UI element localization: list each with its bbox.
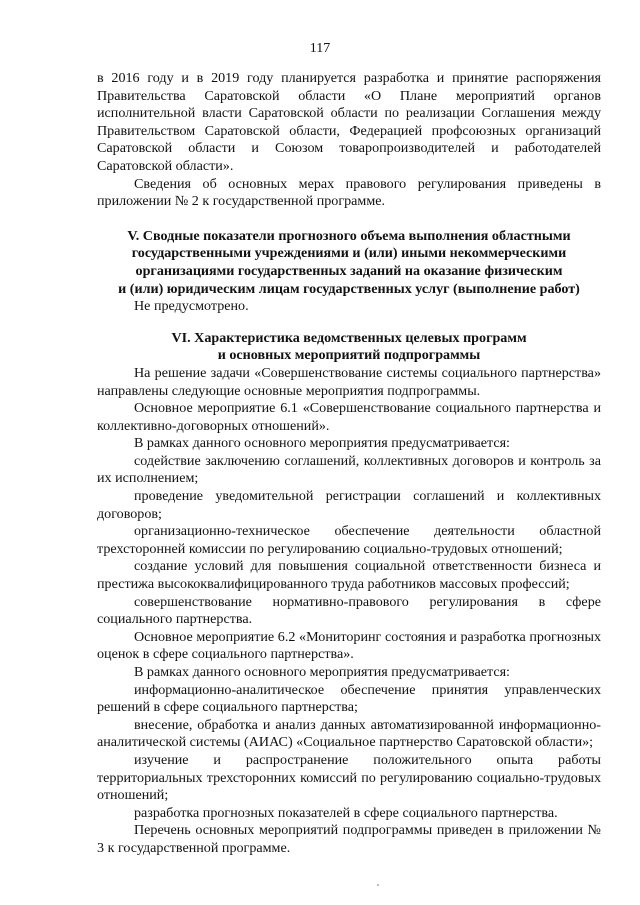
section-5-heading (97, 228, 601, 298)
heading-line: V. Сводные показатели прогнозного объема выполнения областными (127, 227, 571, 244)
paragraph: Сведения об основных мерах правового регулирования приведены в приложении № 2 к государственной программе. (97, 175, 601, 210)
paragraph: разработка прогнозных показателей в сфере социального партнерства. (134, 804, 558, 821)
paragraph: совершенствование нормативно-правового регулирования в сфере социального партнерства. (97, 593, 601, 628)
paragraph: в 2016 году и в 2019 году планируется разработка и принятие распоряжения Правительства Саратовской области «О Плане мероприятий органов исполнительной власти Саратовской области по реализации Соглашения между Правительством Саратовской области, Федерацией профсоюзных организаций Саратовской области и Союзом товаропроизводителей и работодателей Саратовской области». (97, 70, 601, 174)
heading-line: организациями государственных заданий на оказание физическим (135, 262, 563, 279)
paragraph: создание условий для повышения социальной ответственности бизнеса и престижа высококвалифицированного труда работников массовых профессий; (97, 558, 601, 593)
paragraph: изучение и распространение положительного опыта работы территориальных трехсторонних комиссий по регулированию социально-трудовых отношений; (97, 751, 601, 804)
scan-artifact (377, 884, 379, 886)
paragraph: содействие заключению соглашений, коллективных договоров и контроль за их исполнением; (97, 452, 601, 487)
paragraph: организационно-техническое обеспечение деятельности областной трехсторонней комиссии по регулированию социально-трудовых отношений; (97, 523, 601, 557)
heading-line: и основных мероприятий подпрограммы (217, 347, 481, 364)
paragraph: Не предусмотрено. (134, 298, 249, 315)
heading-line: VI. Характеристика ведомственных целевых программ (171, 329, 527, 346)
paragraph: внесение, обработка и анализ данных автоматизированной информационно-аналитической системы (АИАС) «Социальное партнерство Саратовской области»; (97, 716, 601, 751)
paragraph: информационно-аналитическое обеспечение принятия управленческих решений в сфере социального партнерства; (97, 681, 601, 716)
paragraph: проведение уведомительной регистрации соглашений и коллективных договоров; (97, 488, 601, 522)
paragraph: Основное мероприятие 6.2 «Мониторинг состояния и разработка прогнозных оценок в сфере социального партнерства». (97, 628, 601, 663)
heading-line: и (или) юридическим лицам государственных услуг (выполнение работ) (118, 280, 580, 297)
document-body (97, 70, 601, 858)
page-number: 117 (309, 41, 331, 56)
paragraph: В рамках данного основного мероприятия предусматривается: (134, 664, 510, 680)
heading-line: государственными учреждениями и (или) иными некоммерческими (131, 245, 567, 262)
paragraph: В рамках данного основного мероприятия предусматривается: (134, 435, 510, 452)
paragraph: Перечень основных мероприятий подпрограммы приведен в приложении № 3 к государственной программе. (97, 822, 601, 856)
paragraph: На решение задачи «Совершенствование системы социального партнерства» направлены следующие основные мероприятия подпрограммы. (97, 364, 601, 399)
paragraph: Основное мероприятие 6.1 «Совершенствование социального партнерства и коллективно-договорных отношений». (97, 400, 601, 434)
section-6-heading (97, 330, 601, 365)
